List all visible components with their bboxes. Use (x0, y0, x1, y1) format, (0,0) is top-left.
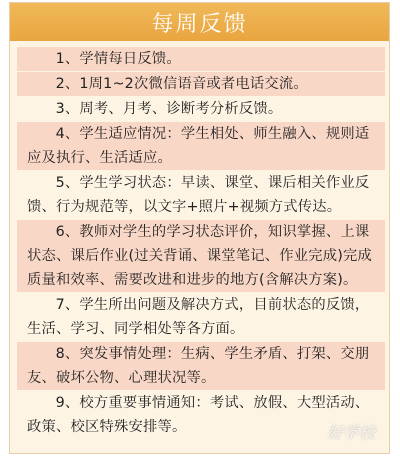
title-bar (10, 3, 389, 41)
list-item: 7、学生所出问题及解决方式，目前状态的反馈，生活、学习、同学相处等各方面。 (17, 293, 385, 341)
list-item: 1、学情每日反馈。 (17, 47, 385, 71)
feedback-list (17, 47, 385, 440)
list-item: 8、突发事情处理：生病、学生矛盾、打架、交朋友、破坏公物、心理状况等。 (17, 342, 385, 390)
list-item: 9、校方重要事情通知：考试、放假、大型活动、政策、校区特殊安排等。 (17, 391, 385, 439)
watermark-logo: 好学校 (326, 423, 375, 442)
list-item: 4、学生适应情况：学生相处、师生融入、规则适应及执行、生活适应。 (17, 122, 385, 170)
list-item: 6、教师对学生的学习状态评价，知识掌握、上课状态、课后作业(过关背诵、课堂笔记、作业完成)完成质量和效率、需要改进和进步的地方(含解决方案)。 (17, 220, 385, 292)
feedback-card (9, 2, 390, 454)
list-item: 3、周考、月考、诊断考分析反馈。 (17, 97, 385, 121)
list-item: 5、学生学习状态：早读、课堂、课后相关作业反馈、行为规范等，以文字+照片+视频方式传达。 (17, 171, 385, 219)
list-item: 2、1周1~2次微信语音或者电话交流。 (17, 72, 385, 96)
page-title: 每周反馈 (151, 11, 248, 37)
